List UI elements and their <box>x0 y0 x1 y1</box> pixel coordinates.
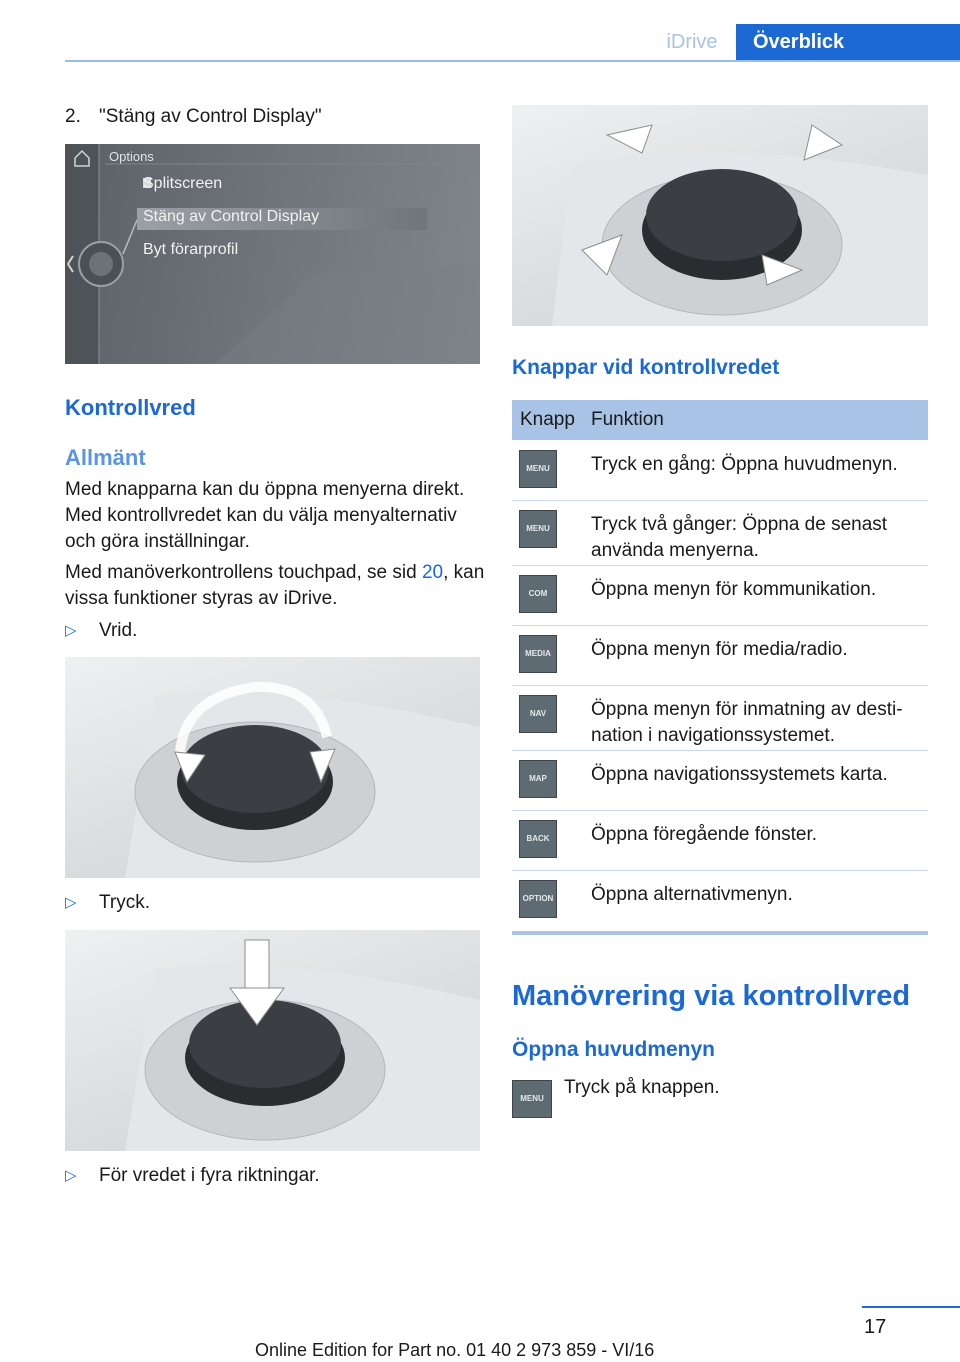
option-button-icon: OPTION <box>519 880 557 918</box>
controller-rotate-illustration <box>65 657 480 878</box>
heading-kontrollvred: Kontrollvred <box>65 395 196 420</box>
bullet-icon: ▷ <box>65 894 77 911</box>
table-row <box>512 810 928 871</box>
table-row <box>512 500 928 566</box>
table-row <box>512 440 928 501</box>
menu-button-icon: MENU <box>512 1080 552 1118</box>
table-cell-desc: Öppna menyn för kommunikation. <box>591 579 877 600</box>
header-rule <box>65 60 960 62</box>
table-row <box>512 685 928 751</box>
table-cell-desc: Öppna menyn för inmatning av desti‐ nation i navigationssystemet. <box>591 699 903 746</box>
table-cell-desc: Öppna föregående fönster. <box>591 824 818 845</box>
header-tab-overblick: Överblick <box>736 24 960 60</box>
heading-manovrering: Manövrering via kontrollvred <box>512 980 911 1012</box>
bullet-icon: ▷ <box>65 622 77 639</box>
tryck-pa-knappen: Tryck på knappen. <box>564 1077 720 1098</box>
com-button-icon: COM <box>519 575 557 613</box>
paragraph-touchpad <box>65 560 485 612</box>
table-end-rule <box>512 931 928 935</box>
table-row <box>512 565 928 626</box>
controller-tilt-illustration <box>512 105 928 326</box>
bullet-icon: ▷ <box>65 1167 77 1184</box>
step-2-number: 2. <box>65 106 81 127</box>
heading-oppna-huvudmenyn: Öppna huvudmenyn <box>512 1038 716 1061</box>
header-tab-idrive: iDrive <box>666 31 718 53</box>
media-button-icon: MEDIA <box>519 635 557 673</box>
control-display-screenshot <box>65 144 480 364</box>
footer-edition: Online Edition for Part no. 01 40 2 973 859 - VI/16 <box>255 1340 655 1360</box>
table-cell-desc: Tryck två gånger: Öppna de senast använda menyerna. <box>591 514 888 561</box>
footer-rule <box>862 1306 960 1308</box>
display-graphics <box>65 144 480 364</box>
page-link-20[interactable]: 20 <box>421 562 444 583</box>
table-cell-desc: Öppna menyn för media/radio. <box>591 639 848 660</box>
heading-allmant: Allmänt <box>65 445 146 470</box>
screen-option-byt-forarprofil: Byt förarprofil <box>143 241 239 258</box>
table-col-knapp: Knapp <box>520 409 575 430</box>
touchpad-text-pre: Med manöverkontrollens touchpad, se sid <box>65 562 422 583</box>
back-button-icon: BACK <box>519 820 557 858</box>
table-row <box>512 625 928 686</box>
paragraph-intro: Med knapparna kan du öppna menyerna direkt. Med kontrollvredet kan du välja menyalternativ och göra inställningar. <box>65 479 465 552</box>
menu-button-icon: MENU <box>519 510 557 548</box>
page-number: 17 <box>864 1316 887 1338</box>
controller-press-illustration <box>65 930 480 1151</box>
step-2-text: "Stäng av Control Display" <box>99 106 322 127</box>
bullet-riktningar: För vredet i fyra riktningar. <box>99 1165 320 1186</box>
map-button-icon: MAP <box>519 760 557 798</box>
table-header <box>512 400 928 440</box>
touchpad-text-post: , kan vissa funktioner styras av iDrive. <box>65 562 485 609</box>
table-cell-desc: Öppna alternativmenyn. <box>591 884 793 905</box>
bullet-vrid: Vrid. <box>99 620 138 641</box>
screen-title: Options <box>109 149 154 164</box>
screen-option-splitscreen: Splitscreen <box>143 175 223 192</box>
table-row <box>512 870 928 930</box>
menu-button-icon: MENU <box>519 450 557 488</box>
heading-knappar: Knappar vid kontrollvredet <box>512 356 780 379</box>
table-row <box>512 750 928 811</box>
nav-button-icon: NAV <box>519 695 557 733</box>
table-cell-desc: Tryck en gång: Öppna huvudmenyn. <box>591 454 898 475</box>
screen-option-stang-av: Stäng av Control Display <box>143 208 320 225</box>
bullet-tryck: Tryck. <box>99 892 151 913</box>
table-cell-desc: Öppna navigationssystemets karta. <box>591 764 888 785</box>
table-col-funktion: Funktion <box>591 409 664 430</box>
